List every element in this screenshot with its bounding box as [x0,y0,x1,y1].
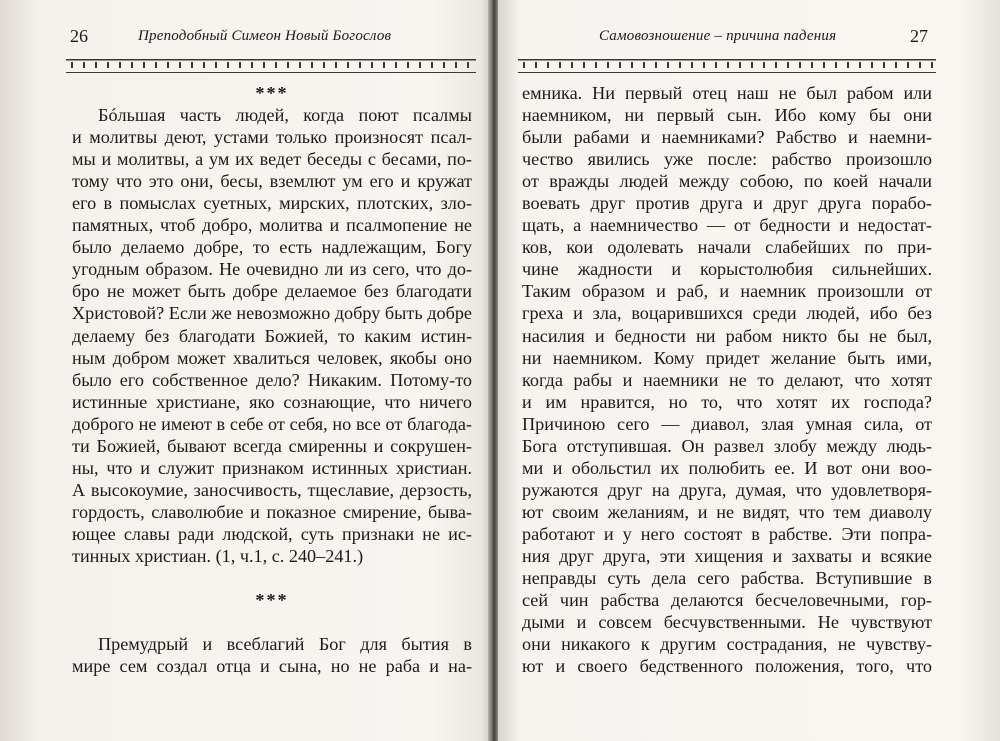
header-ornament [66,58,476,73]
text-line: воевать друг против друга и друг друга порабо- [522,193,932,214]
text-line: ным добром может хвалиться человек, якобы оно [72,347,472,368]
text-line: емника. Ни первый отец наш не был рабом или [522,83,932,103]
text-line: ния друг друга, эти хищения и захваты и всякие [522,545,932,566]
text-line: и молитвы деют, устами только произносят псал- [72,127,472,148]
text-line: истинные христиане, яко сознающие, что ничего [72,391,472,412]
section-separator: *** [255,83,289,103]
text-line: доброго не имеют в себе от себя, но все от благода- [72,413,472,434]
text-line: мире сем создал отца и сына, но не раба и на- [72,656,472,677]
text-line: и им нравится, но то, что хотят их господа? [522,391,932,412]
book-gutter [488,0,498,741]
text-line: неправды суть дела сего рабства. Вступившие в [522,568,932,589]
text-line: работают и у него состоят в рабстве. Эти попра- [522,523,932,544]
left-page [0,0,488,741]
blank-line [72,611,472,633]
text-line: Причиною сего — диавол, злая умная сила, от [522,413,932,434]
text-line: Христовой? Если же невозможно добру быть добре [72,303,472,324]
text-line: ют своим желаниям, и не видят, что тем диаволу [522,501,932,522]
text-line: они никакого к другим сострадания, не чувству- [522,634,932,655]
running-head: Самовозношение – причина падения [599,28,837,44]
text-line: ков, кои одолевать начали слабейших по при- [522,237,932,258]
page-number: 26 [70,26,88,46]
text-line: тинных христиан. (1, ч.1, с. 240–241.) [72,545,364,566]
text-line: дыми и совсем бесчувственными. Не чувствуют [522,612,932,633]
text-line: были рабами и наемниками? Рабство и наемни- [522,127,932,148]
text-line: ни наемником. Кому придет желание быть ими, [522,347,932,368]
section-separator: *** [255,590,289,611]
header-ornament [518,58,936,73]
text-line: было делаемо добре, то есть надлежащим, Богу [72,237,472,258]
text-line: насилия и бедности ни рабом никто бы не был, [522,325,932,346]
body-text [72,82,472,677]
text-line: памятных, чтоб добро, молитва и псалмопение не [72,215,472,236]
text-line: мы и молитвы, а ум их ведет беседы с бесами, по- [72,149,472,170]
text-line: наемником, ни первый сын. Ибо кому бы они [522,105,932,126]
text-line: бро не может быть добре делаемое без благодати [72,281,472,302]
text-line: чине жадности и корыстолюбия сильнейших. [522,259,932,280]
text-line: когда рабы и наемники не то делают, что хотят [522,369,932,390]
text-line: гордость, славолюбие и показное смирение, быва- [72,501,472,522]
text-line: угодным образом. Не очевидно ли из сего, что до- [72,259,472,280]
text-line: от вражды людей между собою, по коей начали [522,171,932,192]
text-line: Бóльшая часть людей, когда поют псалмы [98,105,472,126]
text-line: ны, что и служит признаком истинных христиан. [72,457,472,478]
text-line: Таким образом и раб, и наемник произошли от [522,281,932,302]
text-line: Бога отступившая. Он развел злобу между людь- [522,435,932,456]
running-head: Преподобный Симеон Новый Богослов [138,28,392,44]
body-text [522,82,932,677]
text-line: щать, а наемничество — от бедности и недостат- [522,215,932,236]
text-line: делаему без благодати Божией, то каким истин- [72,325,472,346]
text-line: ти Божией, бывают всегда смиренны и сокрушен- [72,435,472,456]
text-line: было его собственное дело? Никаким. Потому-то [72,369,472,390]
text-line: Премудрый и всеблагий Бог для бытия в [98,634,472,655]
text-line: ют и своего бедственного положения, того, что [522,656,932,677]
page-number: 27 [910,26,928,46]
blank-line [72,567,472,589]
text-line: А высокоумие, заносчивость, тщеславие, дерзость, [72,479,472,500]
text-line: сей чин рабства делаются бесчеловечными, гор- [522,590,932,611]
text-line: чество явились уже после: рабство произошло [522,149,932,170]
text-line: ющее славы ради людской, суть признаки не ис- [72,523,472,544]
text-line: ружаются друг на друга, думая, что удовлетворя- [522,479,932,500]
text-line: ми и обольстил их полюбить ее. И вот они воо- [522,457,932,478]
right-page [498,0,1000,741]
text-line: его в помыслах суетных, мирских, плотских, зло- [72,193,472,214]
text-line: греха и зла, воцарившихся среди людей, ибо без [522,303,932,324]
text-line: тому что это они, бесы, вземлют ум его и кружат [72,171,472,192]
